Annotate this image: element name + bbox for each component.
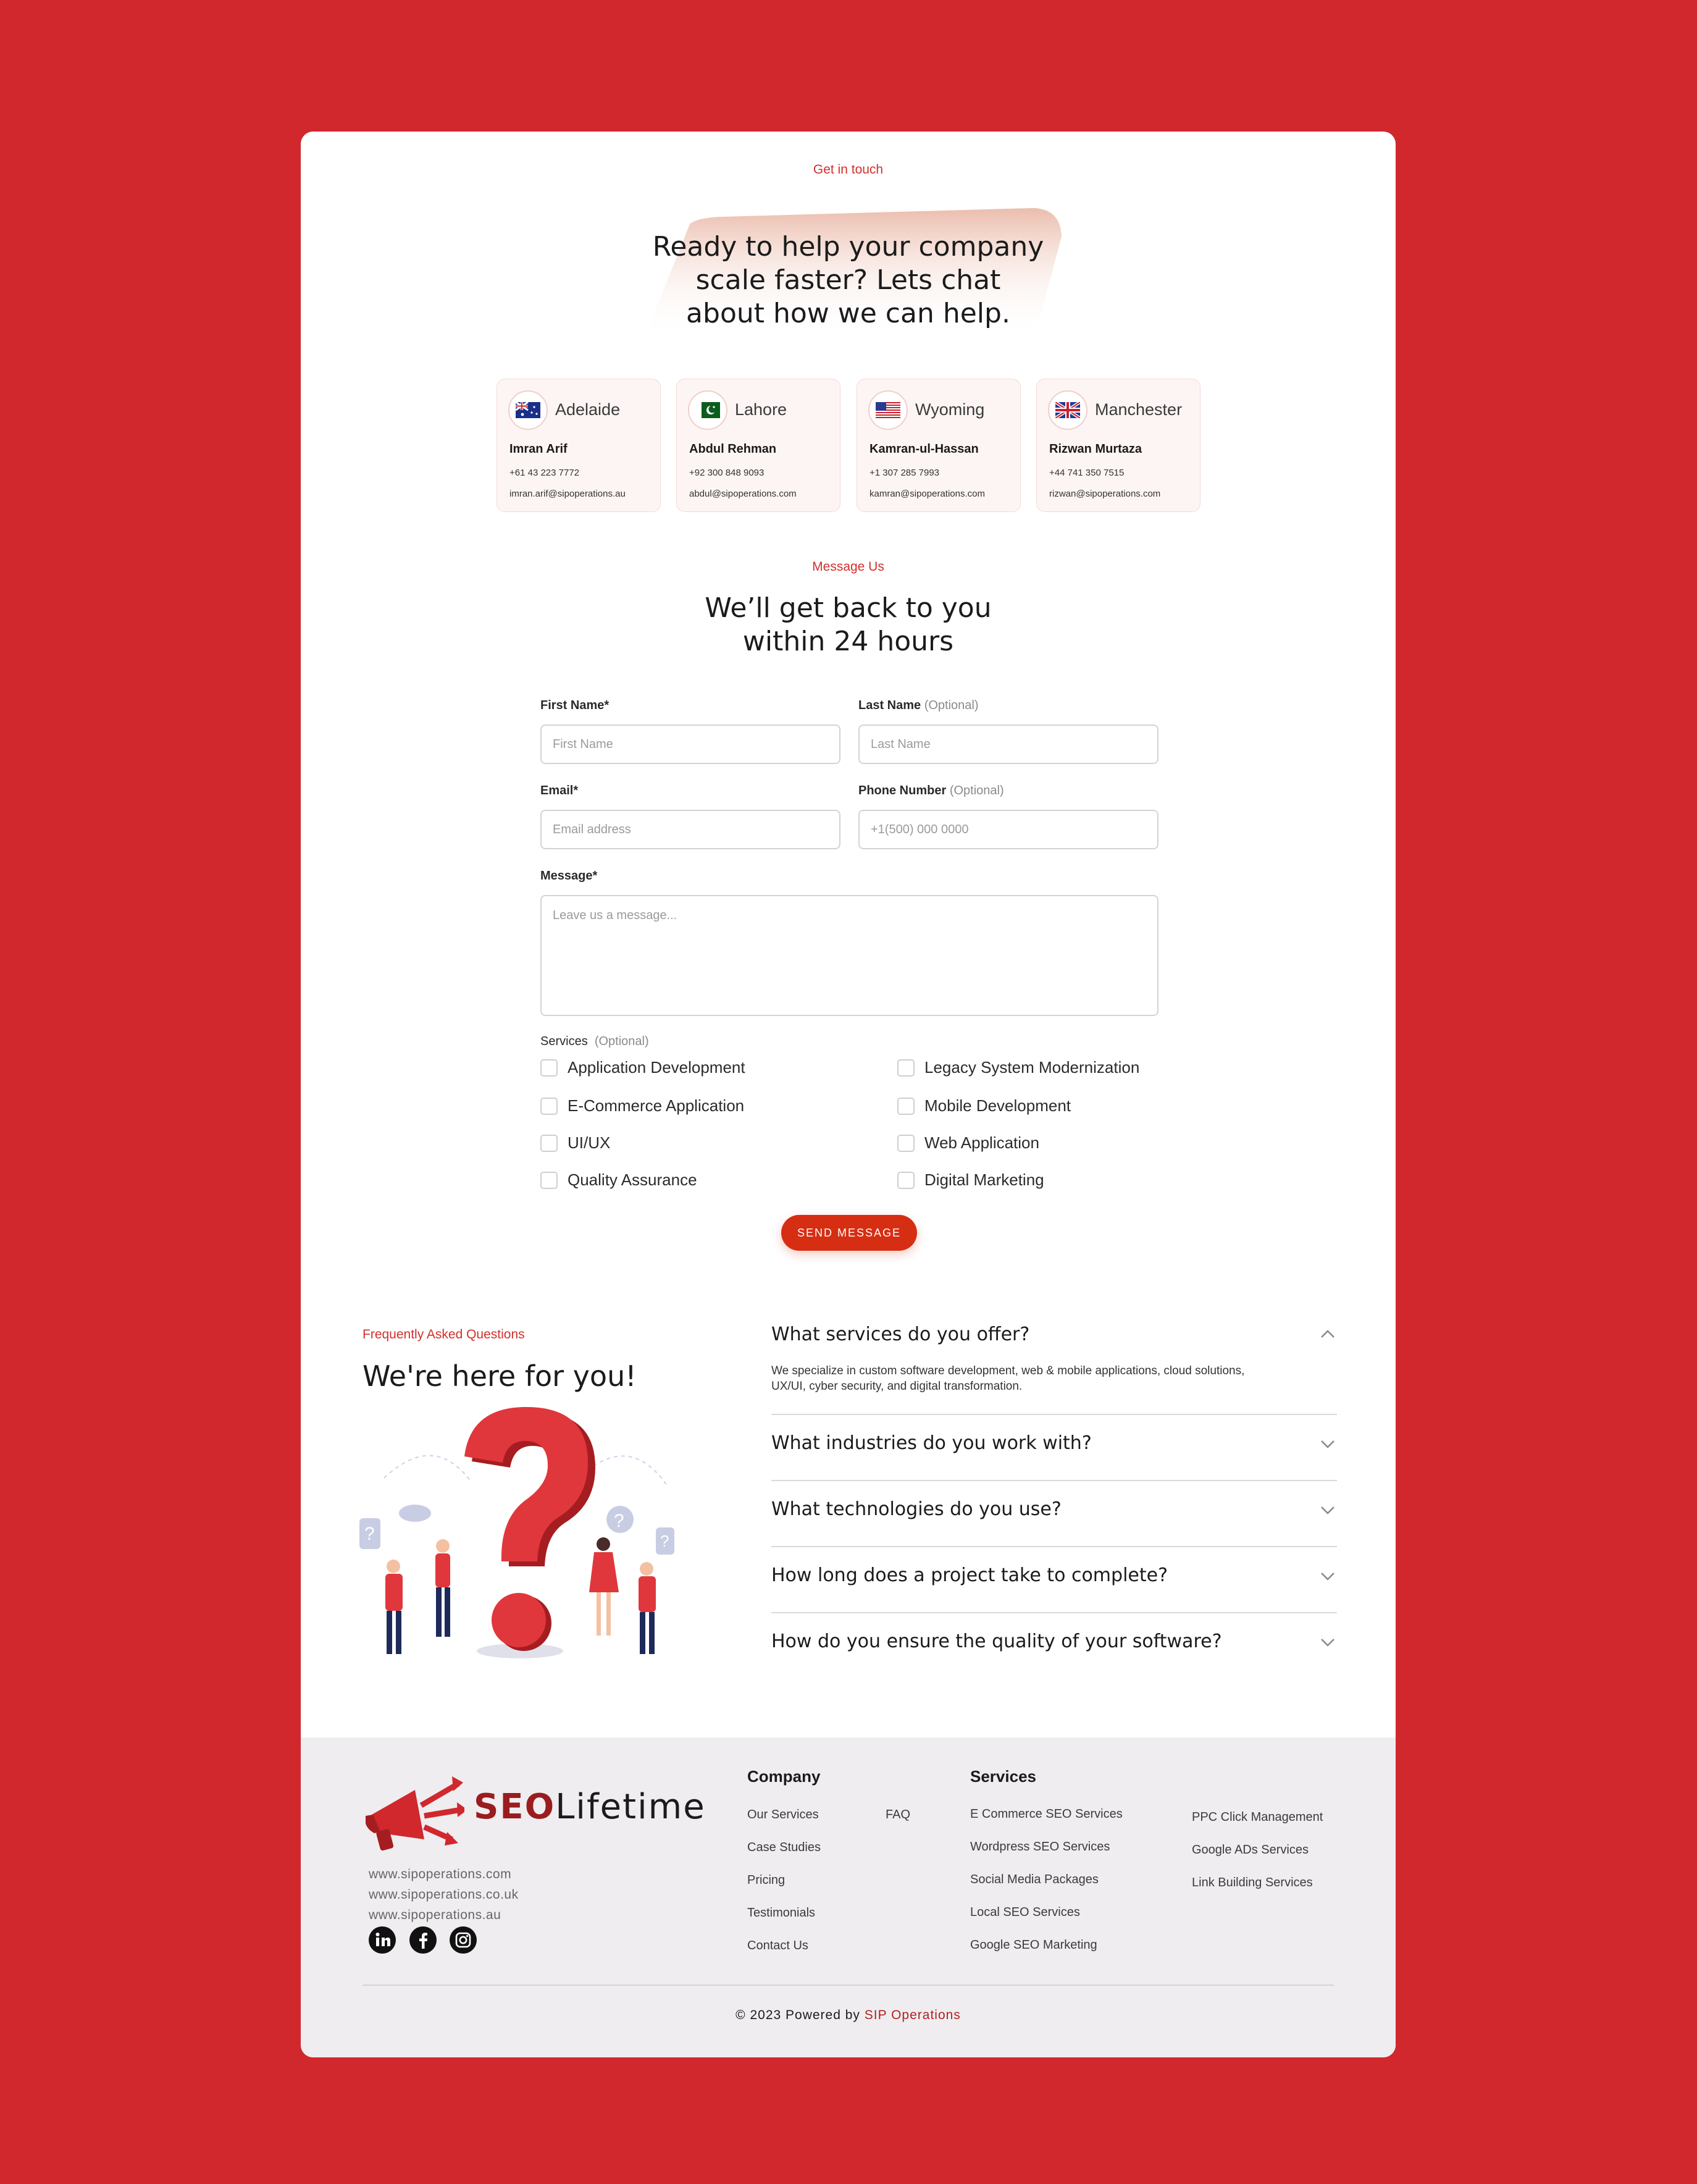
first-name-input[interactable] — [540, 724, 840, 764]
form-eyebrow: Message Us — [812, 560, 884, 574]
form-heading: We’ll get back to you within 24 hours — [705, 592, 992, 657]
phone-label: Phone Number (Optional) — [858, 784, 1004, 797]
contact-name: Rizwan Murtaza — [1049, 442, 1142, 456]
service-checkbox-legacy-system-modernization[interactable]: Legacy System Modernization — [897, 1058, 1139, 1077]
location-card-adelaide — [497, 379, 661, 512]
message-label: Message* — [540, 869, 598, 883]
contact-email[interactable]: abdul@sipoperations.com — [689, 489, 797, 499]
chevron-up-icon[interactable] — [1320, 1326, 1336, 1342]
faq-heading: We're here for you! — [362, 1359, 637, 1393]
footer-link-wordpress-seo[interactable]: Wordpress SEO Services — [970, 1840, 1110, 1854]
footer-services-heading: Services — [970, 1767, 1036, 1786]
footer-link-faq[interactable]: FAQ — [886, 1808, 911, 1821]
contact-phone[interactable]: +44 741 350 7515 — [1049, 468, 1125, 478]
facebook-icon[interactable] — [409, 1926, 437, 1954]
footer-copyright: © 2023 Powered by SIP Operations — [735, 2008, 961, 2022]
location-city: Adelaide — [555, 400, 621, 419]
person-figure-3 — [589, 1537, 619, 1636]
footer-link-ecommerce-seo[interactable]: E Commerce SEO Services — [970, 1807, 1123, 1821]
first-name-label: First Name* — [540, 699, 610, 712]
faq-divider — [771, 1480, 1337, 1481]
location-city: Lahore — [735, 400, 787, 419]
contact-name: Imran Arif — [509, 442, 568, 456]
location-card-manchester — [1036, 379, 1200, 512]
footer-logo-wordmark[interactable]: SEOLifetime — [474, 1787, 706, 1827]
faq-question-services[interactable]: What services do you offer? — [771, 1324, 1030, 1345]
footer-divider — [362, 1984, 1334, 1986]
location-card-wyoming — [857, 379, 1021, 512]
services-label: Services (Optional) — [540, 1035, 649, 1048]
footer-company-heading: Company — [747, 1767, 821, 1786]
message-textarea[interactable] — [540, 895, 1159, 1016]
contact-email[interactable]: imran.arif@sipoperations.au — [509, 489, 626, 499]
footer-link-our-services[interactable]: Our Services — [747, 1808, 819, 1821]
phone-input[interactable] — [858, 810, 1159, 849]
faq-divider — [771, 1414, 1337, 1415]
contact-email[interactable]: rizwan@sipoperations.com — [1049, 489, 1161, 499]
contact-phone[interactable]: +92 300 848 9093 — [689, 468, 765, 478]
faq-illustration-question-mark — [359, 1407, 687, 1685]
faq-answer-services: We specialize in custom software development, web & mobile applications, cloud solutions, UX/UI, cyber security, and digital transformation. — [771, 1364, 1245, 1393]
service-checkbox-mobile-development[interactable]: Mobile Development — [897, 1096, 1071, 1115]
chevron-down-icon[interactable] — [1320, 1634, 1336, 1650]
uk-flag-icon — [1048, 390, 1087, 430]
footer-link-testimonials[interactable]: Testimonials — [747, 1906, 816, 1920]
pakistan-flag-icon — [688, 390, 727, 430]
faq-divider — [771, 1546, 1337, 1547]
footer-link-link-building[interactable]: Link Building Services — [1192, 1876, 1313, 1889]
service-checkbox-application-development[interactable]: Application Development — [540, 1058, 745, 1077]
faq-divider — [771, 1612, 1337, 1613]
footer-link-case-studies[interactable]: Case Studies — [747, 1841, 821, 1854]
contact-name: Kamran-ul-Hassan — [869, 442, 979, 456]
svg-text:?: ? — [614, 1511, 624, 1531]
faq-eyebrow: Frequently Asked Questions — [362, 1327, 525, 1342]
person-figure-1 — [385, 1560, 403, 1654]
footer-link-google-seo-marketing[interactable]: Google SEO Marketing — [970, 1938, 1097, 1952]
email-input[interactable] — [540, 810, 840, 849]
contact-phone[interactable]: +61 43 223 7772 — [509, 468, 580, 478]
faq-question-technologies[interactable]: What technologies do you use? — [771, 1498, 1062, 1520]
service-checkbox-web-application[interactable]: Web Application — [897, 1133, 1039, 1153]
svg-text:?: ? — [364, 1524, 375, 1544]
faq-question-quality[interactable]: How do you ensure the quality of your software? — [771, 1631, 1222, 1652]
linkedin-icon[interactable] — [369, 1926, 396, 1954]
contact-eyebrow: Get in touch — [813, 162, 884, 177]
svg-text:?: ? — [660, 1532, 669, 1550]
contact-heading: Ready to help your company scale faster? Lets chat about how we can help. — [652, 231, 1044, 329]
service-checkbox-ui-ux[interactable]: UI/UX — [540, 1133, 610, 1153]
location-city: Manchester — [1095, 400, 1183, 419]
service-checkbox-ecommerce-application[interactable]: E-Commerce Application — [540, 1096, 744, 1115]
footer-link-contact-us[interactable]: Contact Us — [747, 1939, 808, 1952]
usa-flag-icon — [868, 390, 908, 430]
send-message-button[interactable]: SEND MESSAGE — [781, 1215, 917, 1251]
megaphone-logo-icon[interactable] — [366, 1771, 464, 1852]
footer-url-au[interactable]: www.sipoperations.au — [369, 1908, 501, 1922]
location-card-lahore — [676, 379, 840, 512]
last-name-label: Last Name (Optional) — [858, 699, 979, 712]
faq-question-industries[interactable]: What industries do you work with? — [771, 1432, 1092, 1454]
chevron-down-icon[interactable] — [1320, 1502, 1336, 1518]
contact-phone[interactable]: +1 307 285 7993 — [869, 468, 940, 478]
person-figure-4 — [639, 1562, 656, 1654]
chevron-down-icon[interactable] — [1320, 1436, 1336, 1452]
footer-copyright-brand-link[interactable]: SIP Operations — [864, 2008, 961, 2022]
faq-question-project-duration[interactable]: How long does a project take to complete? — [771, 1564, 1168, 1586]
footer-link-pricing[interactable]: Pricing — [747, 1873, 786, 1887]
footer-url-couk[interactable]: www.sipoperations.co.uk — [369, 1888, 519, 1902]
email-label: Email* — [540, 784, 579, 797]
instagram-icon[interactable] — [450, 1926, 477, 1954]
footer-link-local-seo[interactable]: Local SEO Services — [970, 1905, 1080, 1919]
contact-name: Abdul Rehman — [689, 442, 777, 456]
last-name-input[interactable] — [858, 724, 1159, 764]
footer-url-com[interactable]: www.sipoperations.com — [369, 1867, 512, 1881]
footer-link-social-media-packages[interactable]: Social Media Packages — [970, 1873, 1099, 1886]
person-figure-2 — [435, 1539, 450, 1637]
footer-link-google-ads[interactable]: Google ADs Services — [1192, 1843, 1309, 1857]
location-city: Wyoming — [915, 400, 985, 419]
footer-link-ppc-click-management[interactable]: PPC Click Management — [1192, 1810, 1323, 1824]
contact-card — [301, 132, 1396, 2057]
service-checkbox-quality-assurance[interactable]: Quality Assurance — [540, 1170, 697, 1190]
contact-email[interactable]: kamran@sipoperations.com — [869, 489, 985, 499]
service-checkbox-digital-marketing[interactable]: Digital Marketing — [897, 1170, 1044, 1190]
chevron-down-icon[interactable] — [1320, 1568, 1336, 1584]
australia-flag-icon — [508, 390, 548, 430]
